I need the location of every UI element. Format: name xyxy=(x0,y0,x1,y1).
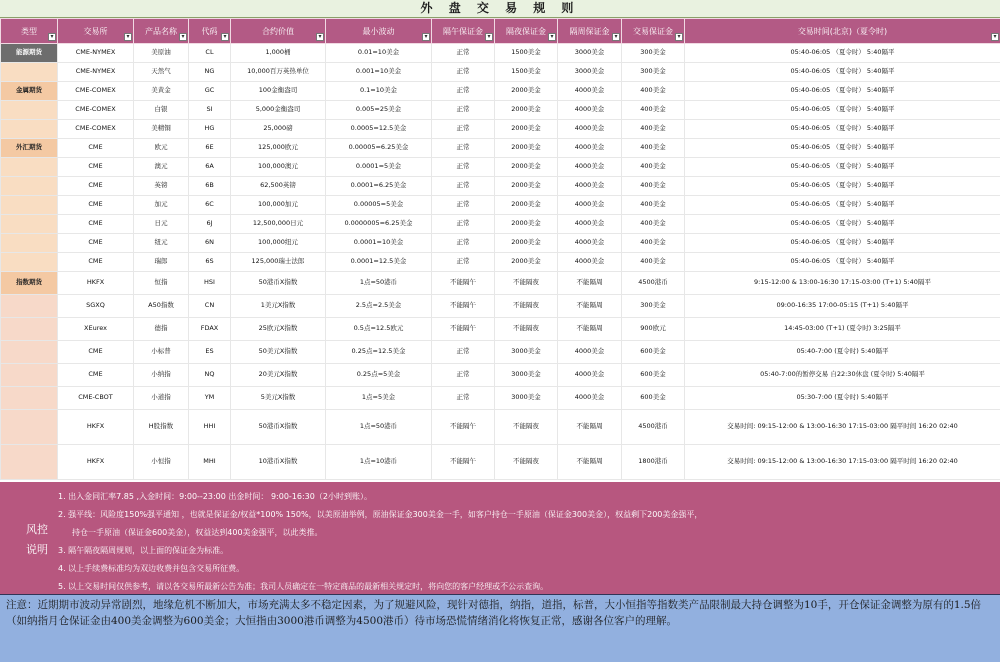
cell-hours[interactable]: 05:40-7:00的暂停交易 自22:30休盘 (夏令时) 5:40隔平 xyxy=(685,364,1000,387)
cell-value[interactable]: 125,000瑞士法郎 xyxy=(231,253,326,272)
table-row xyxy=(1,387,1000,410)
risk-notes-label: 风控说明 xyxy=(22,520,52,560)
cell-night[interactable]: 1500美金 xyxy=(495,63,558,82)
cell-noon[interactable]: 不能隔午 xyxy=(432,410,495,445)
cell-week[interactable]: 不能隔周 xyxy=(558,445,622,480)
cell-code[interactable]: FDAX xyxy=(189,318,231,341)
note-item: 持仓一手原油（保证金600美金），权益达到400美金强平，以此类推。 xyxy=(58,524,988,542)
cell-product[interactable]: 白银 xyxy=(134,101,189,120)
column-header-label: 产品名称 xyxy=(145,27,177,36)
cell-tick[interactable]: 0.0001=10美金 xyxy=(326,234,432,253)
cell-value[interactable]: 100,000澳元 xyxy=(231,158,326,177)
column-header-label: 合约价值 xyxy=(262,27,294,36)
filter-dropdown-icon[interactable]: ▾ xyxy=(485,33,493,41)
table-row xyxy=(1,44,1000,63)
cell-hours[interactable]: 05:40-06:05 （夏令时） 5:40隔平 xyxy=(685,139,1000,158)
cell-hours[interactable]: 05:40-06:05 （夏令时） 5:40隔平 xyxy=(685,177,1000,196)
cell-exchange[interactable]: CME xyxy=(58,234,134,253)
cell-value[interactable]: 62,500英镑 xyxy=(231,177,326,196)
cell-tick[interactable]: 0.25点=5美金 xyxy=(326,364,432,387)
cell-week[interactable]: 4000美金 xyxy=(558,387,622,410)
cell-value[interactable]: 100,000加元 xyxy=(231,196,326,215)
cell-tick[interactable]: 0.0001=5美金 xyxy=(326,158,432,177)
cell-exchange[interactable]: CME xyxy=(58,215,134,234)
cell-hours[interactable]: 05:40-06:05 （夏令时） 5:40隔平 xyxy=(685,120,1000,139)
cell-type[interactable] xyxy=(1,341,58,364)
cell-margin[interactable]: 300美金 xyxy=(622,295,685,318)
filter-dropdown-icon[interactable]: ▾ xyxy=(48,33,56,41)
column-header-label: 隔周保证金 xyxy=(570,27,610,36)
cell-night[interactable]: 不能隔夜 xyxy=(495,445,558,480)
column-header xyxy=(231,19,326,44)
column-header-label: 交易所 xyxy=(84,27,108,36)
cell-hours[interactable]: 05:40-06:05 （夏令时） 5:40隔平 xyxy=(685,44,1000,63)
cell-night[interactable]: 2000美金 xyxy=(495,101,558,120)
cell-night[interactable]: 2000美金 xyxy=(495,234,558,253)
cell-hours[interactable]: 05:40-06:05 （夏令时） 5:40隔平 xyxy=(685,63,1000,82)
cell-tick[interactable]: 1点=5美金 xyxy=(326,387,432,410)
cell-tick[interactable]: 0.00005=5美金 xyxy=(326,196,432,215)
cell-type[interactable] xyxy=(1,120,58,139)
cell-tick[interactable]: 0.005=25美金 xyxy=(326,101,432,120)
table-row xyxy=(1,445,1000,480)
column-header-label: 类型 xyxy=(21,27,37,36)
cell-exchange[interactable]: CME-NYMEX xyxy=(58,44,134,63)
cell-margin[interactable]: 600美金 xyxy=(622,341,685,364)
cell-tick[interactable]: 0.001=10美金 xyxy=(326,63,432,82)
cell-tick[interactable]: 1点=50港币 xyxy=(326,410,432,445)
cell-code[interactable]: 6C xyxy=(189,196,231,215)
cell-week[interactable]: 4000美金 xyxy=(558,196,622,215)
column-header-label: 交易时间(北京)（夏令时) xyxy=(798,27,887,36)
cell-code[interactable]: 6J xyxy=(189,215,231,234)
cell-exchange[interactable]: CME-COMEX xyxy=(58,82,134,101)
note-item: 5. 以上交易时间仅供参考，请以各交易所最新公告为准；我司人员确定在一特定商品的最新相关规定时，将向您的客户经理或不公示查询。 xyxy=(58,578,988,596)
cell-code[interactable]: NQ xyxy=(189,364,231,387)
cell-margin[interactable]: 400美金 xyxy=(622,139,685,158)
cell-product[interactable]: 小纳指 xyxy=(134,364,189,387)
cell-week[interactable]: 不能隔周 xyxy=(558,295,622,318)
cell-tick[interactable]: 0.25点=12.5美金 xyxy=(326,341,432,364)
cell-code[interactable]: CN xyxy=(189,295,231,318)
column-header-label: 代码 xyxy=(202,27,218,36)
cell-noon[interactable]: 正常 xyxy=(432,158,495,177)
cell-type[interactable] xyxy=(1,295,58,318)
cell-value[interactable]: 20美元X指数 xyxy=(231,364,326,387)
filter-dropdown-icon[interactable]: ▾ xyxy=(124,33,132,41)
cell-code[interactable]: ES xyxy=(189,341,231,364)
cell-value[interactable]: 1美元X指数 xyxy=(231,295,326,318)
cell-code[interactable]: 6E xyxy=(189,139,231,158)
column-header xyxy=(495,19,558,44)
footer-text: 注意：近期期市波动异常剧烈，地缘危机不断加大，市场充满太多不稳定因素，为了规避风险，现针对德指，纳指，道指，标普，大小恒指等指数类产品限制最大持仓调整为10手，开仓保证金调整为原有的1.5倍（如纳指月仓保证金由400美金调整为600美金；大恒指由3000港币调整为4500港币）待市场恐慌情绪消化将恢复正常，感谢各位客户的理解。 xyxy=(0,595,1000,631)
filter-dropdown-icon[interactable]: ▾ xyxy=(675,33,683,41)
cell-hours[interactable]: 05:30-7:00 (夏令时) 5:40隔平 xyxy=(685,387,1000,410)
cell-exchange[interactable]: CME-COMEX xyxy=(58,120,134,139)
cell-noon[interactable]: 正常 xyxy=(432,364,495,387)
table-row xyxy=(1,82,1000,101)
cell-product[interactable]: H股指数 xyxy=(134,410,189,445)
cell-product[interactable]: 小恒指 xyxy=(134,445,189,480)
cell-type[interactable] xyxy=(1,318,58,341)
cell-noon[interactable]: 正常 xyxy=(432,120,495,139)
cell-night[interactable]: 3000美金 xyxy=(495,387,558,410)
cell-product[interactable]: 英镑 xyxy=(134,177,189,196)
column-header-label: 隔夜保证金 xyxy=(506,27,546,36)
column-header xyxy=(622,19,685,44)
table-row xyxy=(1,158,1000,177)
cell-margin[interactable]: 400美金 xyxy=(622,177,685,196)
cell-noon[interactable]: 正常 xyxy=(432,63,495,82)
cell-noon[interactable]: 不能隔午 xyxy=(432,445,495,480)
cell-type[interactable] xyxy=(1,445,58,480)
cell-value[interactable]: 125,000欧元 xyxy=(231,139,326,158)
cell-night[interactable]: 2000美金 xyxy=(495,158,558,177)
cell-code[interactable]: CL xyxy=(189,44,231,63)
cell-exchange[interactable]: HKFX xyxy=(58,272,134,295)
cell-margin[interactable]: 400美金 xyxy=(622,158,685,177)
cell-noon[interactable]: 不能隔午 xyxy=(432,295,495,318)
cell-exchange[interactable]: CME xyxy=(58,177,134,196)
cell-tick[interactable]: 0.0005=12.5美金 xyxy=(326,120,432,139)
cell-tick[interactable]: 2.5点=2.5美金 xyxy=(326,295,432,318)
cell-exchange[interactable]: CME xyxy=(58,253,134,272)
cell-code[interactable]: HG xyxy=(189,120,231,139)
cell-night[interactable]: 3000美金 xyxy=(495,341,558,364)
cell-noon[interactable]: 正常 xyxy=(432,177,495,196)
cell-product[interactable]: 美黄金 xyxy=(134,82,189,101)
cell-week[interactable]: 4000美金 xyxy=(558,253,622,272)
cell-week[interactable]: 4000美金 xyxy=(558,341,622,364)
cell-exchange[interactable]: CME-COMEX xyxy=(58,101,134,120)
cell-margin[interactable]: 4500港币 xyxy=(622,272,685,295)
cell-margin[interactable]: 600美金 xyxy=(622,387,685,410)
cell-noon[interactable]: 正常 xyxy=(432,234,495,253)
cell-hours[interactable]: 交易时间: 09:15-12:00 & 13:00-16:30 17:15-03:00 隔平时间 16:20 02:40 xyxy=(685,445,1000,480)
cell-noon[interactable]: 正常 xyxy=(432,196,495,215)
cell-night[interactable]: 不能隔夜 xyxy=(495,295,558,318)
cell-code[interactable]: 6S xyxy=(189,253,231,272)
cell-margin[interactable]: 400美金 xyxy=(622,101,685,120)
cell-week[interactable]: 4000美金 xyxy=(558,120,622,139)
cell-product[interactable]: 小道指 xyxy=(134,387,189,410)
cell-type[interactable] xyxy=(1,364,58,387)
column-header-label: 最小波动 xyxy=(363,27,395,36)
cell-tick[interactable]: 0.00005=6.25美金 xyxy=(326,139,432,158)
cell-value[interactable]: 5美元X指数 xyxy=(231,387,326,410)
cell-noon[interactable]: 正常 xyxy=(432,215,495,234)
cell-week[interactable]: 不能隔周 xyxy=(558,272,622,295)
cell-product[interactable]: 小标普 xyxy=(134,341,189,364)
cell-product[interactable]: 瑞郎 xyxy=(134,253,189,272)
cell-night[interactable]: 不能隔夜 xyxy=(495,318,558,341)
note-item: 1. 出入金同汇率7.85 ,入金时间：9:00--23:00 出金时间： 9:00-16:30（2小时到账）。 xyxy=(58,488,988,506)
column-header-label: 交易保证金 xyxy=(633,27,673,36)
cell-exchange[interactable]: CME xyxy=(58,139,134,158)
cell-product[interactable]: 美精铜 xyxy=(134,120,189,139)
table-row xyxy=(1,63,1000,82)
cell-night[interactable]: 2000美金 xyxy=(495,120,558,139)
table-row xyxy=(1,196,1000,215)
cell-noon[interactable]: 正常 xyxy=(432,139,495,158)
cell-exchange[interactable]: CME xyxy=(58,341,134,364)
rules-table xyxy=(0,18,1000,480)
cell-margin[interactable]: 400美金 xyxy=(622,253,685,272)
cell-hours[interactable]: 14:45-03:00 (T+1) (夏令时) 3:25隔平 xyxy=(685,318,1000,341)
cell-night[interactable]: 不能隔夜 xyxy=(495,410,558,445)
cell-type[interactable] xyxy=(1,253,58,272)
cell-exchange[interactable]: HKFX xyxy=(58,445,134,480)
cell-hours[interactable]: 05:40-06:05 （夏令时） 5:40隔平 xyxy=(685,158,1000,177)
cell-tick[interactable]: 0.5点=12.5欧元 xyxy=(326,318,432,341)
filter-dropdown-icon[interactable]: ▾ xyxy=(316,33,324,41)
cell-product[interactable]: 天然气 xyxy=(134,63,189,82)
cell-week[interactable]: 不能隔周 xyxy=(558,318,622,341)
cell-night[interactable]: 1500美金 xyxy=(495,44,558,63)
column-header xyxy=(58,19,134,44)
cell-code[interactable]: HSI xyxy=(189,272,231,295)
cell-value[interactable]: 1,000桶 xyxy=(231,44,326,63)
cell-week[interactable]: 不能隔周 xyxy=(558,410,622,445)
cell-type[interactable] xyxy=(1,101,58,120)
table-row xyxy=(1,101,1000,120)
cell-type[interactable] xyxy=(1,410,58,445)
cell-value[interactable]: 100金衡盎司 xyxy=(231,82,326,101)
cell-product[interactable]: 欧元 xyxy=(134,139,189,158)
cell-value[interactable]: 25欧元X指数 xyxy=(231,318,326,341)
cell-exchange[interactable]: CME xyxy=(58,196,134,215)
cell-noon[interactable]: 不能隔午 xyxy=(432,318,495,341)
cell-margin[interactable]: 300美金 xyxy=(622,63,685,82)
cell-code[interactable]: SI xyxy=(189,101,231,120)
cell-type[interactable] xyxy=(1,234,58,253)
cell-margin[interactable]: 400美金 xyxy=(622,215,685,234)
column-header xyxy=(326,19,432,44)
table-row xyxy=(1,234,1000,253)
cell-margin[interactable]: 400美金 xyxy=(622,120,685,139)
cell-margin[interactable]: 400美金 xyxy=(622,234,685,253)
cell-margin[interactable]: 300美金 xyxy=(622,44,685,63)
cell-value[interactable]: 100,000纽元 xyxy=(231,234,326,253)
cell-tick[interactable]: 1点=50港币 xyxy=(326,272,432,295)
cell-code[interactable]: NG xyxy=(189,63,231,82)
cell-value[interactable]: 10,000百万英热单位 xyxy=(231,63,326,82)
cell-type[interactable] xyxy=(1,63,58,82)
cell-noon[interactable]: 正常 xyxy=(432,44,495,63)
cell-tick[interactable]: 0.1=10美金 xyxy=(326,82,432,101)
cell-code[interactable]: MHI xyxy=(189,445,231,480)
cell-exchange[interactable]: CME xyxy=(58,158,134,177)
cell-week[interactable]: 3000美金 xyxy=(558,63,622,82)
cell-noon[interactable]: 不能隔午 xyxy=(432,272,495,295)
cell-hours[interactable]: 05:40-06:05 （夏令时） 5:40隔平 xyxy=(685,253,1000,272)
table-row xyxy=(1,253,1000,272)
cell-type[interactable]: 指数期货 xyxy=(1,272,58,295)
cell-tick[interactable]: 1点=10港币 xyxy=(326,445,432,480)
column-header xyxy=(189,19,231,44)
cell-tick[interactable]: 0.0000005=6.25美金 xyxy=(326,215,432,234)
note-item: 3. 隔午隔夜隔周规则，以上面的保证金为标准。 xyxy=(58,542,988,560)
note-item: 2. 强平线：风险度150%强平通知 ，也就是保证金/权益*100% 150%，以美原油举例，原油保证金300美金一手，如客户持仓一手原油（保证金300美金），权益剩下200美金强平， xyxy=(58,506,988,524)
cell-night[interactable]: 2000美金 xyxy=(495,196,558,215)
cell-type[interactable] xyxy=(1,177,58,196)
column-header xyxy=(558,19,622,44)
cell-type[interactable] xyxy=(1,196,58,215)
column-header xyxy=(134,19,189,44)
cell-noon[interactable]: 正常 xyxy=(432,341,495,364)
cell-type[interactable]: 能源期货 xyxy=(1,44,58,63)
cell-product[interactable]: 恒指 xyxy=(134,272,189,295)
cell-night[interactable]: 2000美金 xyxy=(495,215,558,234)
cell-margin[interactable]: 400美金 xyxy=(622,196,685,215)
cell-tick[interactable]: 0.0001=6.25美金 xyxy=(326,177,432,196)
table-row xyxy=(1,177,1000,196)
cell-noon[interactable]: 正常 xyxy=(432,101,495,120)
cell-type[interactable] xyxy=(1,387,58,410)
cell-week[interactable]: 3000美金 xyxy=(558,44,622,63)
table-row xyxy=(1,295,1000,318)
table-row xyxy=(1,341,1000,364)
cell-week[interactable]: 4000美金 xyxy=(558,139,622,158)
cell-value[interactable]: 5,000金衡盎司 xyxy=(231,101,326,120)
cell-exchange[interactable]: CME-CBOT xyxy=(58,387,134,410)
cell-product[interactable]: 日元 xyxy=(134,215,189,234)
cell-noon[interactable]: 正常 xyxy=(432,82,495,101)
cell-margin[interactable]: 900欧元 xyxy=(622,318,685,341)
table-row xyxy=(1,410,1000,445)
cell-hours[interactable]: 05:40-06:05 （夏令时） 5:40隔平 xyxy=(685,82,1000,101)
cell-code[interactable]: GC xyxy=(189,82,231,101)
cell-type[interactable]: 金属期货 xyxy=(1,82,58,101)
cell-hours[interactable]: 05:40-06:05 （夏令时） 5:40隔平 xyxy=(685,234,1000,253)
column-header xyxy=(1,19,58,44)
cell-hours[interactable]: 05:40-06:05 （夏令时） 5:40隔平 xyxy=(685,101,1000,120)
column-header xyxy=(432,19,495,44)
column-header xyxy=(685,19,1000,44)
cell-product[interactable]: 德指 xyxy=(134,318,189,341)
cell-value[interactable]: 50港币X指数 xyxy=(231,410,326,445)
filter-dropdown-icon[interactable]: ▾ xyxy=(422,33,430,41)
cell-value[interactable]: 25,000磅 xyxy=(231,120,326,139)
cell-margin[interactable]: 600美金 xyxy=(622,364,685,387)
cell-product[interactable]: A50指数 xyxy=(134,295,189,318)
cell-product[interactable]: 纽元 xyxy=(134,234,189,253)
cell-hours[interactable]: 交易时间: 09:15-12:00 & 13:00-16:30 17:15-03:00 隔平时间 16:20 02:40 xyxy=(685,410,1000,445)
cell-night[interactable]: 2000美金 xyxy=(495,139,558,158)
cell-tick[interactable]: 0.0001=12.5美金 xyxy=(326,253,432,272)
cell-type[interactable]: 外汇期货 xyxy=(1,139,58,158)
cell-week[interactable]: 4000美金 xyxy=(558,158,622,177)
cell-week[interactable]: 4000美金 xyxy=(558,215,622,234)
cell-product[interactable]: 澳元 xyxy=(134,158,189,177)
cell-night[interactable]: 不能隔夜 xyxy=(495,272,558,295)
cell-value[interactable]: 12,500,000日元 xyxy=(231,215,326,234)
cell-code[interactable]: 6B xyxy=(189,177,231,196)
cell-value[interactable]: 50美元X指数 xyxy=(231,341,326,364)
cell-hours[interactable]: 05:40-06:05 （夏令时） 5:40隔平 xyxy=(685,196,1000,215)
filter-dropdown-icon[interactable]: ▾ xyxy=(548,33,556,41)
cell-product[interactable]: 美原油 xyxy=(134,44,189,63)
cell-type[interactable] xyxy=(1,215,58,234)
table-row xyxy=(1,139,1000,158)
cell-value[interactable]: 50港币X指数 xyxy=(231,272,326,295)
cell-code[interactable]: YM xyxy=(189,387,231,410)
header-row xyxy=(1,19,1000,44)
cell-hours[interactable]: 9:15-12:00 & 13:00-16:30 17:15-03:00 (T+1) 5:40隔平 xyxy=(685,272,1000,295)
footer-notice xyxy=(0,594,1000,662)
cell-exchange[interactable]: CME xyxy=(58,364,134,387)
cell-night[interactable]: 3000美金 xyxy=(495,364,558,387)
cell-margin[interactable]: 400美金 xyxy=(622,82,685,101)
cell-margin[interactable]: 4500港币 xyxy=(622,410,685,445)
cell-product[interactable]: 加元 xyxy=(134,196,189,215)
column-header-label: 隔午保证金 xyxy=(443,27,483,36)
filter-dropdown-icon[interactable]: ▾ xyxy=(991,33,999,41)
cell-code[interactable]: HHI xyxy=(189,410,231,445)
cell-tick[interactable]: 0.01=10美金 xyxy=(326,44,432,63)
cell-code[interactable]: 6A xyxy=(189,158,231,177)
cell-type[interactable] xyxy=(1,158,58,177)
cell-week[interactable]: 4000美金 xyxy=(558,364,622,387)
cell-week[interactable]: 4000美金 xyxy=(558,101,622,120)
cell-hours[interactable]: 09:00-16:35 17:00-05:15 (T+1) 5:40隔平 xyxy=(685,295,1000,318)
table-row xyxy=(1,364,1000,387)
filter-dropdown-icon[interactable]: ▾ xyxy=(179,33,187,41)
cell-hours[interactable]: 05:40-7:00 (夏令时) 5:40隔平 xyxy=(685,341,1000,364)
filter-dropdown-icon[interactable]: ▾ xyxy=(221,33,229,41)
cell-value[interactable]: 10港币X指数 xyxy=(231,445,326,480)
cell-hours[interactable]: 05:40-06:05 （夏令时） 5:40隔平 xyxy=(685,215,1000,234)
cell-noon[interactable]: 正常 xyxy=(432,387,495,410)
table-row xyxy=(1,120,1000,139)
table-row xyxy=(1,272,1000,295)
risk-notes xyxy=(0,482,1000,594)
cell-week[interactable]: 4000美金 xyxy=(558,234,622,253)
cell-exchange[interactable]: XEurex xyxy=(58,318,134,341)
cell-exchange[interactable]: HKFX xyxy=(58,410,134,445)
sheet-title: 外 盘 交 易 规 则 xyxy=(0,0,1000,18)
cell-night[interactable]: 2000美金 xyxy=(495,82,558,101)
cell-night[interactable]: 2000美金 xyxy=(495,253,558,272)
cell-night[interactable]: 2000美金 xyxy=(495,177,558,196)
cell-exchange[interactable]: CME-NYMEX xyxy=(58,63,134,82)
table-row xyxy=(1,318,1000,341)
filter-dropdown-icon[interactable]: ▾ xyxy=(612,33,620,41)
cell-code[interactable]: 6N xyxy=(189,234,231,253)
cell-week[interactable]: 4000美金 xyxy=(558,82,622,101)
cell-exchange[interactable]: SGXQ xyxy=(58,295,134,318)
cell-margin[interactable]: 1800港币 xyxy=(622,445,685,480)
table-row xyxy=(1,215,1000,234)
cell-week[interactable]: 4000美金 xyxy=(558,177,622,196)
cell-noon[interactable]: 正常 xyxy=(432,253,495,272)
note-item: 4. 以上手续费标准均为双边收费并包含交易所征费。 xyxy=(58,560,988,578)
